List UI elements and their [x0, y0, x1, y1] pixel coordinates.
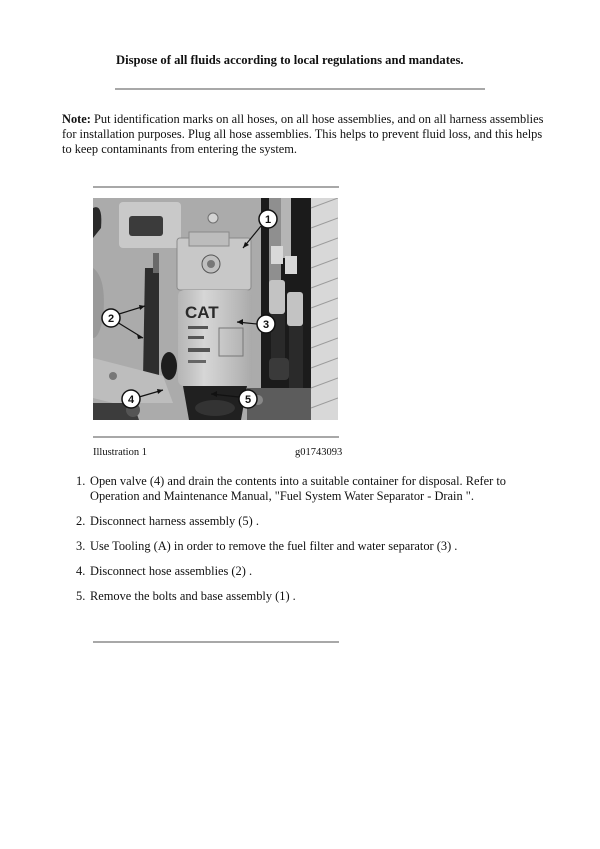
warning-text: Dispose of all fluids according to local regulations and mandates.	[116, 53, 464, 67]
figure-caption-label: Illustration 1	[93, 447, 147, 458]
svg-text:1: 1	[264, 214, 272, 226]
step-number: 5.	[76, 589, 86, 603]
note-text: Put identification marks on all hoses, on all hose assemblies, and on all harness assemblies for installation purposes. Plug all hose assemblies. This helps to prevent fluid loss, and this helps to keep contaminants from entering the system.	[62, 112, 544, 156]
figure-top-divider	[93, 186, 339, 188]
step-text: Disconnect hose assemblies (2) .	[90, 564, 253, 578]
step-text: Open valve (4) and drain the contents into a suitable container for disposal. Refer to Operation and Maintenance Manual, "Fuel System Water Separator - Drain ".	[90, 474, 506, 503]
note-paragraph	[62, 112, 552, 157]
callout-5	[239, 390, 257, 408]
fuel-filter-photo	[93, 198, 338, 420]
step-item	[76, 539, 556, 554]
step-number: 2.	[76, 514, 86, 528]
figure-caption-id: g01743093	[295, 447, 343, 458]
callout-2	[102, 309, 120, 327]
divider	[115, 88, 485, 90]
step-item	[76, 564, 556, 579]
step-text: Disconnect harness assembly (5) .	[90, 514, 259, 528]
svg-text:3: 3	[262, 319, 270, 331]
step-number: 3.	[76, 539, 86, 553]
svg-text:4: 4	[127, 394, 135, 406]
step-item	[76, 514, 556, 529]
step-number: 4.	[76, 564, 86, 578]
step-item	[76, 589, 556, 604]
figure-bottom-divider	[93, 436, 339, 438]
svg-text:2: 2	[107, 313, 115, 325]
step-text: Use Tooling (A) in order to remove the fuel filter and water separator (3) .	[90, 539, 458, 553]
end-divider	[93, 641, 339, 643]
step-text: Remove the bolts and base assembly (1) .	[90, 589, 296, 603]
svg-text:5: 5	[244, 394, 252, 406]
step-number: 1.	[76, 474, 86, 488]
cat-logo: CAT	[185, 303, 219, 322]
step-item	[76, 474, 556, 504]
callout-1	[259, 210, 277, 228]
callout-3	[257, 315, 275, 333]
note-label: Note:	[62, 112, 91, 126]
procedure-steps	[76, 474, 556, 614]
callout-4	[122, 390, 140, 408]
